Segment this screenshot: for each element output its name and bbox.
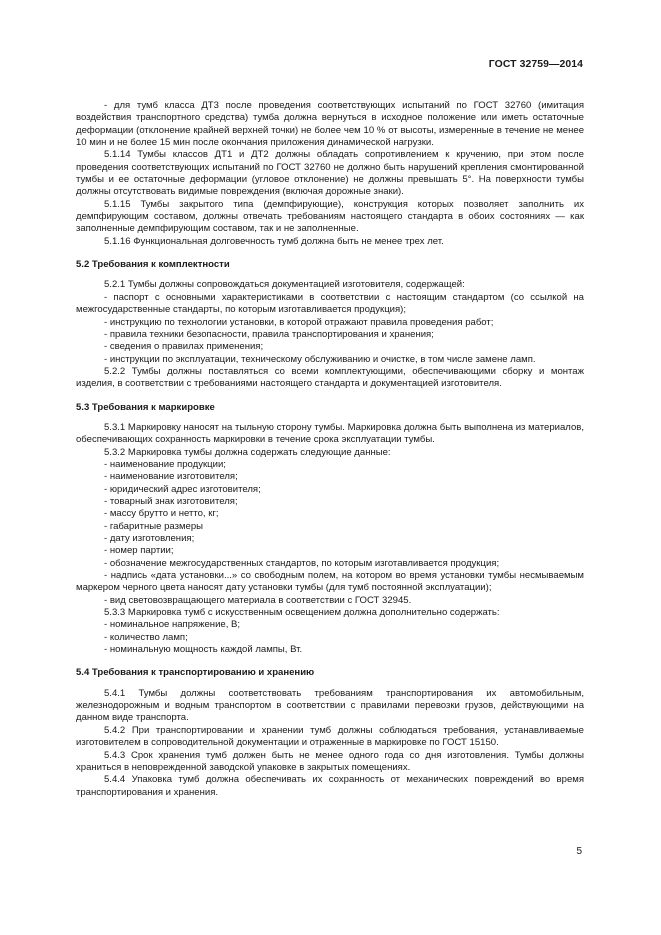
paragraph: - вид световозвращающего материала в соответствии с ГОСТ 32945. <box>104 594 412 606</box>
paragraph: 5.3.1 Маркировку наносят на тыльную сторону тумбы. Маркировка должна быть выполнена из материалов, обеспечивающих сохранность маркировки в течение срока эксплуатации тумбы. <box>76 421 584 446</box>
document-body <box>76 100 584 799</box>
paragraph: - сведения о правилах применения; <box>104 341 264 353</box>
paragraph: - обозначение межгосударственных стандартов, по которым изготавливается продукция; <box>104 557 500 569</box>
paragraph: - юридический адрес изготовителя; <box>104 483 261 495</box>
section-heading: 5.4 Требования к транспортированию и хранению <box>76 667 315 679</box>
paragraph: 5.4.2 При транспортировании и хранении тумб должны соблюдаться требования, устанавливаемые изготовителем в сопроводительной документации и отраженные в маркировке по ГОСТ 15150. <box>76 724 584 749</box>
paragraph: - надпись «дата установки...» со свободным полем, на котором во время установки тумбы несмываемым маркером черного цвета наносят дату установки тумбы (для тумб постоянной эксплуатации); <box>76 570 584 594</box>
paragraph: - товарный знак изготовителя; <box>104 495 238 507</box>
paragraph: 5.4.3 Срок хранения тумб должен быть не менее одного года со дня изготовления. Тумбы должны храниться в неповрежденной заводской упаковке в закрытых помещениях. <box>76 749 584 773</box>
paragraph: - габаритные размеры <box>104 520 204 532</box>
paragraph: - массу брутто и нетто, кг; <box>104 508 219 520</box>
paragraph: - количество ламп; <box>104 631 188 643</box>
paragraph: 5.3.2 Маркировка тумбы должна содержать следующие данные: <box>104 446 391 458</box>
paragraph: 5.1.14 Тумбы классов ДТ1 и ДТ2 должны обладать сопротивлением к кручению, при этом после проведения соответствующих испытаний по ГОСТ 32760 не должно быть нарушений крепления смонтированной тумбы и ее остаточные деформации (угловое отклонение) не должны превышать 5°. На поверхности тумбы должны отсутствовать видимые повреждения (включая дорожные знаки). <box>76 149 584 198</box>
paragraph: - паспорт с основными характеристиками в соответствии с настоящим стандартом (со ссылкой на межгосударственные стандарты, по которым изготавливается продукция); <box>76 291 584 316</box>
paragraph: 5.4.4 Упаковка тумб должна обеспечивать их сохранность от механических повреждений во время транспортирования и хранения. <box>76 774 584 798</box>
paragraph: - номинальное напряжение, В; <box>104 619 241 631</box>
paragraph: 5.1.16 Функциональная долговечность тумб должна быть не менее трех лет. <box>104 235 444 247</box>
paragraph: - инструкции по эксплуатации, техническому обслуживанию и очистке, в том числе замене ламп. <box>104 353 536 365</box>
paragraph: - правила техники безопасности, правила транспортирования и хранения; <box>104 328 434 340</box>
paragraph: 5.2.1 Тумбы должны сопровождаться документацией изготовителя, содержащей: <box>104 279 465 291</box>
paragraph: - для тумб класса ДТ3 после проведения соответствующих испытаний по ГОСТ 32760 (имитация воздействия транспортного средства) тумба должна вернуться в исходное положение или иметь остаточные деформации (отклонение крайней верхней точки) не более чем 10 % от высоты, измеренные в течение не менее 10 мин и не более 15 мин после окончания приложения динамической нагрузки. <box>76 100 584 149</box>
paragraph: - наименование изготовителя; <box>104 471 238 483</box>
paragraph: - дату изготовления; <box>104 533 195 544</box>
paragraph: - инструкцию по технологии установки, в которой отражают правила проведения работ; <box>104 316 494 328</box>
document-code-header: ГОСТ 32759—2014 <box>488 59 583 70</box>
paragraph: 5.2.2 Тумбы должны поставляться со всеми комплектующими, обеспечивающими сборку и монтаж изделия, в соответствии с требованиями настоящего стандарта и документацией изготовителя. <box>76 365 584 390</box>
section-heading: 5.3 Требования к маркировке <box>76 401 215 413</box>
page-number: 5 <box>576 846 582 857</box>
paragraph: - номинальную мощность каждой лампы, Вт. <box>104 644 303 656</box>
paragraph: 5.4.1 Тумбы должны соответствовать требованиям транспортирования их автомобильным, железнодорожным и водным транспортом в соответствии с правилами перевозки грузов, действующими на данном виде транспорта. <box>76 687 584 724</box>
paragraph: - наименование продукции; <box>104 458 226 470</box>
paragraph: 5.3.3 Маркировка тумб с искусственным освещением должна дополнительно содержать: <box>104 607 500 619</box>
paragraph: - номер партии; <box>104 545 174 557</box>
paragraph: 5.1.15 Тумбы закрытого типа (демпфирующие), конструкция которых позволяет заполнить их демпфирующим составом, должны отвечать требованиям настоящего стандарта в обоих состояниях — как заполненные демпфирующим составом, так и не заполненные. <box>76 198 584 235</box>
section-heading: 5.2 Требования к комплектности <box>76 259 230 271</box>
